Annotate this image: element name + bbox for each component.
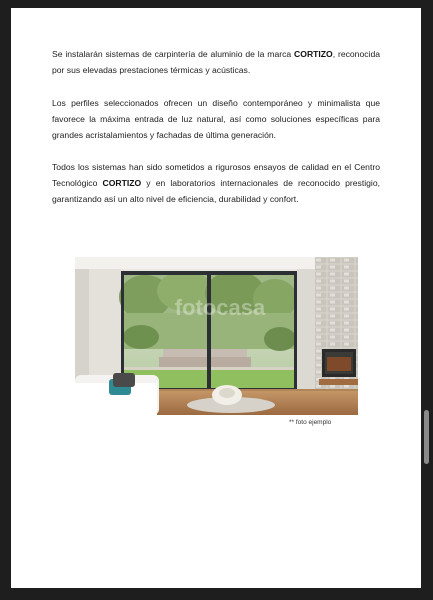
paragraph-3-text-end: y en laboratorios internacionales de reconocido prestigio, garantizando así un alto nivel de eficiencia, durabilidad y confort. <box>52 178 380 204</box>
example-living-room-photo <box>75 257 358 415</box>
paragraph-1-text-end: , reconocida por sus elevadas prestaciones térmicas y acústicas. <box>52 49 380 75</box>
vertical-scrollbar[interactable] <box>424 410 429 464</box>
document-page <box>11 8 421 588</box>
paragraph-1-text: Se instalarán sistemas de carpintería de aluminio de la marca <box>52 49 295 59</box>
paragraph-3 <box>52 159 380 207</box>
paragraph-3-text: Todos los sistemas han sido sometidos a rigurosos ensayos de calidad en el Centro Tecnológico <box>52 162 380 188</box>
brand-name: CORTIZO <box>102 178 142 188</box>
paragraph-2: Los perfiles seleccionados ofrecen un diseño contemporáneo y minimalista que favorece la máxima entrada de luz natural, así como soluciones específicas para grandes acristalamientos y fachadas de última generación. <box>52 98 380 140</box>
paragraph-1 <box>52 46 380 78</box>
watermark-text: fotocasa <box>174 295 266 320</box>
brand-name: CORTIZO <box>294 49 333 59</box>
photo-caption: ** foto ejemplo <box>289 419 332 426</box>
